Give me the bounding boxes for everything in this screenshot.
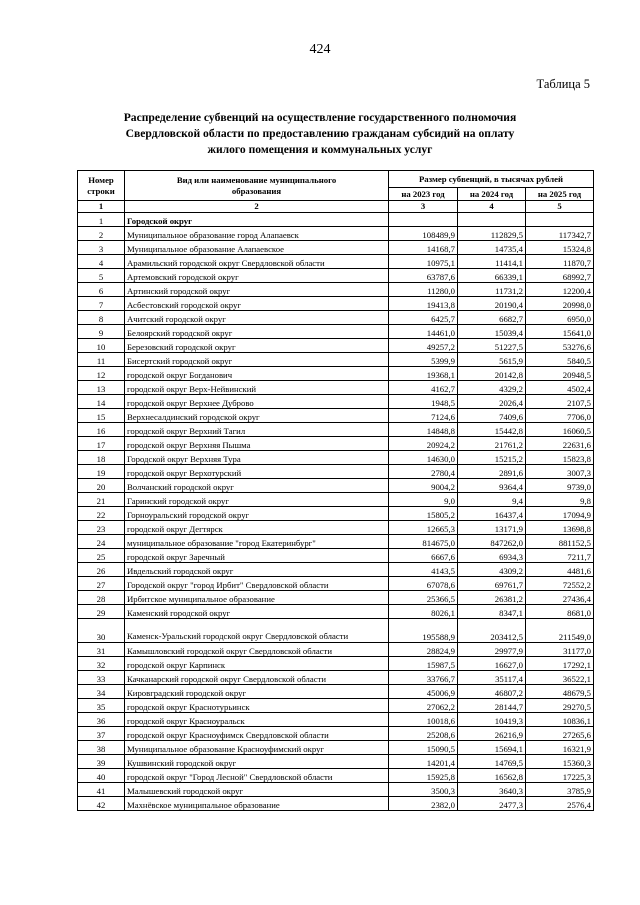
- value-2023: 195588,9: [389, 619, 458, 643]
- value-2023: 25208,6: [389, 727, 458, 741]
- table-row: [78, 577, 594, 591]
- value-2023: 1948,5: [389, 395, 458, 409]
- title-line: Свердловской области по предоставлению гражданам субсидий на оплату: [125, 127, 515, 140]
- row-number: 5: [78, 269, 125, 283]
- row-name: Камышловский городской округ Свердловской области: [125, 643, 389, 657]
- value-2024: 2026,4: [458, 395, 526, 409]
- value-2024: 16627,0: [458, 657, 526, 671]
- row-number: 26: [78, 563, 125, 577]
- value-2025: 4481,6: [526, 563, 594, 577]
- value-2025: 12200,4: [526, 283, 594, 297]
- row-name: Гаринский городской округ: [125, 493, 389, 507]
- value-2025: 9739,0: [526, 479, 594, 493]
- table-row: [78, 619, 594, 643]
- value-2025: 15360,3: [526, 755, 594, 769]
- row-name: городской округ Карпинск: [125, 657, 389, 671]
- value-2024: 29977,9: [458, 643, 526, 657]
- value-2023: 108489,9: [389, 227, 458, 241]
- row-name: Артинский городской округ: [125, 283, 389, 297]
- value-2024: 10419,3: [458, 713, 526, 727]
- value-2023: 15987,5: [389, 657, 458, 671]
- table-row: [78, 451, 594, 465]
- value-2023: 12665,3: [389, 521, 458, 535]
- row-number: 35: [78, 699, 125, 713]
- value-2023: 14201,4: [389, 755, 458, 769]
- row-number: 23: [78, 521, 125, 535]
- value-2023: 63787,6: [389, 269, 458, 283]
- row-name: Малышевский городской округ: [125, 783, 389, 797]
- value-2025: 53276,6: [526, 339, 594, 353]
- value-2024: 112829,5: [458, 227, 526, 241]
- row-number: 31: [78, 643, 125, 657]
- row-name: городской округ Красноуфимск Свердловской области: [125, 727, 389, 741]
- table-row: [78, 657, 594, 671]
- row-name: Городской округ "город Ирбит" Свердловской области: [125, 577, 389, 591]
- value-2023: 2382,0: [389, 797, 458, 811]
- value-2023: 10018,6: [389, 713, 458, 727]
- row-number: 34: [78, 685, 125, 699]
- row-number: 6: [78, 283, 125, 297]
- row-name: Муниципальное образование Красноуфимский округ: [125, 741, 389, 755]
- row-number: 32: [78, 657, 125, 671]
- row-number: 38: [78, 741, 125, 755]
- row-number: 16: [78, 423, 125, 437]
- table-row: [78, 727, 594, 741]
- value-2024: 2477,3: [458, 797, 526, 811]
- row-name: городской округ "Город Лесной" Свердловской области: [125, 769, 389, 783]
- value-2025: 6950,0: [526, 311, 594, 325]
- table-row: [78, 479, 594, 493]
- value-2023: 9004,2: [389, 479, 458, 493]
- empty-cell: [389, 213, 458, 227]
- table-row: [78, 713, 594, 727]
- row-number: 4: [78, 255, 125, 269]
- value-2025: 15823,8: [526, 451, 594, 465]
- table-row: [78, 741, 594, 755]
- value-2024: 20142,8: [458, 367, 526, 381]
- row-number: 42: [78, 797, 125, 811]
- table-row: [78, 521, 594, 535]
- table-row-group: [78, 213, 594, 227]
- row-number: 41: [78, 783, 125, 797]
- value-2025: 15324,8: [526, 241, 594, 255]
- value-2025: 29270,5: [526, 699, 594, 713]
- value-2025: 881152,5: [526, 535, 594, 549]
- value-2023: 8026,1: [389, 605, 458, 619]
- row-name: Бисертский городской округ: [125, 353, 389, 367]
- header-amount-group: Размер субвенций, в тысячах рублей: [389, 171, 594, 188]
- value-2024: 7409,6: [458, 409, 526, 423]
- value-2024: 4309,2: [458, 563, 526, 577]
- row-number: 40: [78, 769, 125, 783]
- row-number: 13: [78, 381, 125, 395]
- value-2024: 6934,3: [458, 549, 526, 563]
- column-number: 4: [458, 201, 526, 213]
- value-2023: 45006,9: [389, 685, 458, 699]
- value-2025: 17225,3: [526, 769, 594, 783]
- value-2024: 8347,1: [458, 605, 526, 619]
- value-2023: 7124,6: [389, 409, 458, 423]
- row-name: Арамильский городской округ Свердловской области: [125, 255, 389, 269]
- value-2023: 5399,9: [389, 353, 458, 367]
- value-2025: 8681,0: [526, 605, 594, 619]
- value-2023: 4143,5: [389, 563, 458, 577]
- row-name: Кировградский городской округ: [125, 685, 389, 699]
- row-name: Волчанский городской округ: [125, 479, 389, 493]
- value-2024: 11731,2: [458, 283, 526, 297]
- header-year-2023: на 2023 год: [389, 188, 458, 201]
- value-2024: 11414,1: [458, 255, 526, 269]
- value-2024: 15694,1: [458, 741, 526, 755]
- value-2025: 2576,4: [526, 797, 594, 811]
- value-2025: 27265,6: [526, 727, 594, 741]
- value-2023: 19368,1: [389, 367, 458, 381]
- value-2023: 49257,2: [389, 339, 458, 353]
- value-2024: 9,4: [458, 493, 526, 507]
- row-number: 20: [78, 479, 125, 493]
- value-2024: 15215,2: [458, 451, 526, 465]
- table-row: [78, 297, 594, 311]
- table-row: [78, 605, 594, 619]
- value-2024: 35117,4: [458, 671, 526, 685]
- value-2024: 9364,4: [458, 479, 526, 493]
- value-2025: 10836,1: [526, 713, 594, 727]
- table-row: [78, 325, 594, 339]
- value-2025: 22631,6: [526, 437, 594, 451]
- row-name: Муниципальное образование Алапаевское: [125, 241, 389, 255]
- row-number: 27: [78, 577, 125, 591]
- value-2023: 19413,8: [389, 297, 458, 311]
- row-name: Асбестовский городской округ: [125, 297, 389, 311]
- row-name: Ачитский городской округ: [125, 311, 389, 325]
- page-number: 424: [309, 42, 331, 57]
- table-row: [78, 671, 594, 685]
- row-name: городской округ Верхняя Пышма: [125, 437, 389, 451]
- value-2023: 25366,5: [389, 591, 458, 605]
- table-row: [78, 563, 594, 577]
- value-2025: 48679,5: [526, 685, 594, 699]
- row-name: Каменск-Уральский городской округ Свердловской области: [125, 619, 389, 643]
- header-year-2024: на 2024 год: [458, 188, 526, 201]
- value-2023: 28824,9: [389, 643, 458, 657]
- value-2024: 14735,4: [458, 241, 526, 255]
- value-2025: 72552,2: [526, 577, 594, 591]
- header-row-number: Номер строки: [78, 171, 125, 201]
- value-2025: 20948,5: [526, 367, 594, 381]
- value-2024: 69761,7: [458, 577, 526, 591]
- value-2023: 15925,8: [389, 769, 458, 783]
- value-2025: 16321,9: [526, 741, 594, 755]
- value-2024: 51227,5: [458, 339, 526, 353]
- row-number: 22: [78, 507, 125, 521]
- value-2024: 20190,4: [458, 297, 526, 311]
- row-number: 39: [78, 755, 125, 769]
- table-row: [78, 699, 594, 713]
- value-2025: 2107,5: [526, 395, 594, 409]
- value-2023: 67078,6: [389, 577, 458, 591]
- table-row: [78, 381, 594, 395]
- row-number: 33: [78, 671, 125, 685]
- row-number: 1: [78, 213, 125, 227]
- row-name: городской округ Верхнее Дуброво: [125, 395, 389, 409]
- value-2024: 4329,2: [458, 381, 526, 395]
- value-2025: 7706,0: [526, 409, 594, 423]
- value-2024: 26381,2: [458, 591, 526, 605]
- row-number: 29: [78, 605, 125, 619]
- value-2023: 14168,7: [389, 241, 458, 255]
- table-row: [78, 241, 594, 255]
- value-2025: 7211,7: [526, 549, 594, 563]
- row-name: Городской округ Верхняя Тура: [125, 451, 389, 465]
- value-2023: 6425,7: [389, 311, 458, 325]
- table-row: [78, 797, 594, 811]
- value-2023: 14461,0: [389, 325, 458, 339]
- row-name: Качканарский городской округ Свердловской области: [125, 671, 389, 685]
- value-2025: 5840,5: [526, 353, 594, 367]
- value-2024: 203412,5: [458, 619, 526, 643]
- row-number: 37: [78, 727, 125, 741]
- table-row: [78, 755, 594, 769]
- table-row: [78, 591, 594, 605]
- row-name: городской округ Красноуральск: [125, 713, 389, 727]
- value-2023: 14630,0: [389, 451, 458, 465]
- row-name: городской округ Заречный: [125, 549, 389, 563]
- value-2024: 16562,8: [458, 769, 526, 783]
- value-2025: 36522,1: [526, 671, 594, 685]
- title-line: Распределение субвенций на осуществление государственного полномочия: [123, 111, 517, 124]
- row-number: 28: [78, 591, 125, 605]
- value-2024: 847262,0: [458, 535, 526, 549]
- row-name: Муниципальное образование город Алапаевск: [125, 227, 389, 241]
- table-row: [78, 423, 594, 437]
- row-name: Ивдельский городской округ: [125, 563, 389, 577]
- value-2024: 2891,6: [458, 465, 526, 479]
- table-row: [78, 507, 594, 521]
- row-number: 2: [78, 227, 125, 241]
- table-row: [78, 367, 594, 381]
- value-2024: 14769,5: [458, 755, 526, 769]
- value-2024: 26216,9: [458, 727, 526, 741]
- row-name: Белоярский городской округ: [125, 325, 389, 339]
- row-number: 19: [78, 465, 125, 479]
- table-row: [78, 353, 594, 367]
- column-number: 1: [78, 201, 125, 213]
- value-2025: 3785,9: [526, 783, 594, 797]
- row-name: Махнёвское муниципальное образование: [125, 797, 389, 811]
- value-2023: 9,0: [389, 493, 458, 507]
- table-row: [78, 395, 594, 409]
- row-number: 11: [78, 353, 125, 367]
- row-name: городской округ Краснотурьинск: [125, 699, 389, 713]
- row-name: Городской округ: [125, 213, 389, 227]
- row-name: Горноуральский городской округ: [125, 507, 389, 521]
- table-row: [78, 255, 594, 269]
- row-number: 3: [78, 241, 125, 255]
- value-2023: 11280,0: [389, 283, 458, 297]
- table-row: [78, 685, 594, 699]
- table-row: [78, 311, 594, 325]
- value-2024: 6682,7: [458, 311, 526, 325]
- title-line: жилого помещения и коммунальных услуг: [207, 143, 433, 156]
- column-number: 3: [389, 201, 458, 213]
- row-name: Березовский городской округ: [125, 339, 389, 353]
- row-name: Каменский городской округ: [125, 605, 389, 619]
- value-2025: 17094,9: [526, 507, 594, 521]
- table-row: [78, 283, 594, 297]
- value-2023: 6667,6: [389, 549, 458, 563]
- value-2025: 20998,0: [526, 297, 594, 311]
- table-row: [78, 493, 594, 507]
- value-2023: 27062,2: [389, 699, 458, 713]
- value-2025: 31177,0: [526, 643, 594, 657]
- value-2025: 68992,7: [526, 269, 594, 283]
- value-2023: 33766,7: [389, 671, 458, 685]
- value-2024: 3640,3: [458, 783, 526, 797]
- table-row: [78, 465, 594, 479]
- value-2023: 15090,5: [389, 741, 458, 755]
- value-2023: 20924,2: [389, 437, 458, 451]
- row-number: 17: [78, 437, 125, 451]
- value-2023: 2780,4: [389, 465, 458, 479]
- empty-cell: [458, 213, 526, 227]
- header-year-2025: на 2025 год: [526, 188, 594, 201]
- document-title: [60, 110, 580, 158]
- row-number: 12: [78, 367, 125, 381]
- table-row: [78, 783, 594, 797]
- value-2025: 11870,7: [526, 255, 594, 269]
- row-number: 18: [78, 451, 125, 465]
- column-number: 2: [125, 201, 389, 213]
- row-name: Артемовский городской округ: [125, 269, 389, 283]
- value-2024: 46807,2: [458, 685, 526, 699]
- value-2025: 16060,5: [526, 423, 594, 437]
- empty-cell: [526, 213, 594, 227]
- value-2025: 27436,4: [526, 591, 594, 605]
- row-name: городской округ Богданович: [125, 367, 389, 381]
- table-row: [78, 643, 594, 657]
- row-number: 25: [78, 549, 125, 563]
- row-number: 7: [78, 297, 125, 311]
- row-number: 21: [78, 493, 125, 507]
- column-number: 5: [526, 201, 594, 213]
- value-2023: 10975,1: [389, 255, 458, 269]
- value-2024: 15039,4: [458, 325, 526, 339]
- table-row: [78, 409, 594, 423]
- subvention-table: [77, 170, 594, 811]
- table-row: [78, 769, 594, 783]
- row-number: 10: [78, 339, 125, 353]
- row-number: 14: [78, 395, 125, 409]
- value-2025: 9,8: [526, 493, 594, 507]
- row-name: Верхнесалдинский городской округ: [125, 409, 389, 423]
- row-name: городской округ Верх-Нейвинский: [125, 381, 389, 395]
- table-row: [78, 227, 594, 241]
- table-row: [78, 269, 594, 283]
- value-2024: 5615,9: [458, 353, 526, 367]
- value-2025: 13698,8: [526, 521, 594, 535]
- value-2023: 14848,8: [389, 423, 458, 437]
- row-name: Ирбитское муниципальное образование: [125, 591, 389, 605]
- row-name: городской округ Дегтярск: [125, 521, 389, 535]
- value-2024: 28144,7: [458, 699, 526, 713]
- value-2025: 211549,0: [526, 619, 594, 643]
- table-row: [78, 535, 594, 549]
- value-2025: 17292,1: [526, 657, 594, 671]
- value-2025: 3007,3: [526, 465, 594, 479]
- row-number: 9: [78, 325, 125, 339]
- row-name: городской округ Верхотурский: [125, 465, 389, 479]
- row-number: 30: [78, 619, 125, 643]
- value-2024: 16437,4: [458, 507, 526, 521]
- value-2023: 15805,2: [389, 507, 458, 521]
- value-2023: 4162,7: [389, 381, 458, 395]
- value-2024: 15442,8: [458, 423, 526, 437]
- row-number: 24: [78, 535, 125, 549]
- table-row: [78, 437, 594, 451]
- table-row: [78, 339, 594, 353]
- row-number: 8: [78, 311, 125, 325]
- row-number: 15: [78, 409, 125, 423]
- value-2025: 15641,0: [526, 325, 594, 339]
- value-2024: 21761,2: [458, 437, 526, 451]
- row-number: 36: [78, 713, 125, 727]
- value-2024: 13171,9: [458, 521, 526, 535]
- value-2024: 66339,1: [458, 269, 526, 283]
- value-2023: 3500,3: [389, 783, 458, 797]
- table-label: Таблица 5: [536, 77, 590, 91]
- row-name: муниципальное образование "город Екатеринбург": [125, 535, 389, 549]
- table-row: [78, 549, 594, 563]
- value-2025: 4502,4: [526, 381, 594, 395]
- row-name: Кушвинский городской округ: [125, 755, 389, 769]
- header-name: Вид или наименование муниципального образования: [125, 171, 389, 201]
- value-2025: 117342,7: [526, 227, 594, 241]
- value-2023: 814675,0: [389, 535, 458, 549]
- row-name: городской округ Верхний Тагил: [125, 423, 389, 437]
